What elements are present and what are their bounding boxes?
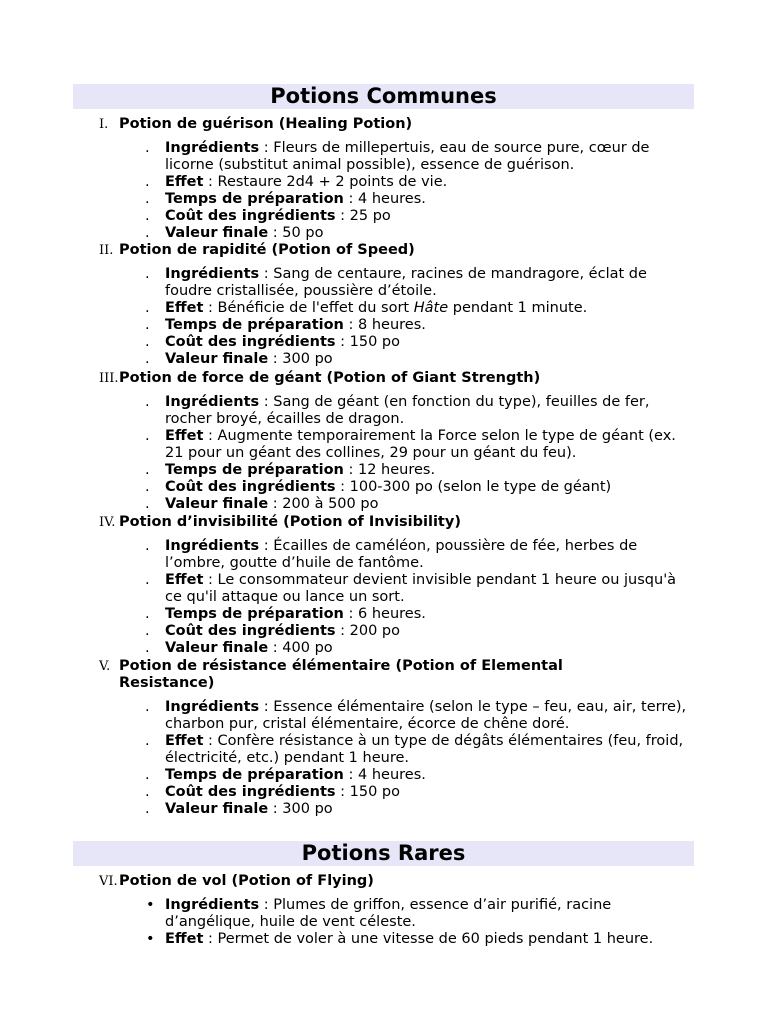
list-item: . Valeur finale : 400 po [145, 640, 333, 656]
property-list [0, 140, 768, 242]
potion-title [0, 658, 768, 692]
potion-title [0, 242, 768, 259]
bullet-icon: . [145, 733, 150, 749]
bullet-icon: . [145, 317, 150, 333]
bullet-icon: . [145, 174, 150, 190]
bullet-icon: • [146, 897, 155, 913]
bullet-icon: . [145, 140, 150, 156]
list-item: . Coût des ingrédients : 100-300 po (selon le type de géant) [145, 479, 612, 495]
property-list [0, 699, 768, 818]
bullet-icon: • [146, 931, 155, 947]
bullet-icon: . [145, 394, 150, 410]
list-item: . Temps de préparation : 4 heures. [145, 191, 426, 207]
potion-name: Potion de résistance élémentaire (Potion of Elemental Resistance) [119, 658, 563, 691]
list-item: . Ingrédients : Fleurs de millepertuis, eau de source pure, cœur de licorne (substitut animal possible), essence de guérison. [145, 140, 650, 173]
list-item: . Valeur finale : 200 à 500 po [145, 496, 379, 512]
property-list [0, 394, 768, 513]
potion-name: Potion de rapidité (Potion of Speed) [119, 242, 415, 258]
potion-name: Potion de guérison (Healing Potion) [119, 116, 413, 132]
bullet-icon: . [145, 784, 150, 800]
list-item: . Effet : Augmente temporairement la Force selon le type de géant (ex. 21 pour un géant des collines, 29 pour un géant du feu). [145, 428, 676, 461]
potion-name: Potion d’invisibilité (Potion of Invisibility) [119, 514, 461, 530]
bullet-icon: . [145, 479, 150, 495]
bullet-icon: . [145, 572, 150, 588]
list-item: . Ingrédients : Essence élémentaire (selon le type – feu, eau, air, terre), charbon pur, cristal élémentaire, écorce de chêne doré. [145, 699, 687, 732]
list-item: . Temps de préparation : 8 heures. [145, 317, 426, 333]
bullet-icon: . [145, 538, 150, 554]
bullet-icon: . [145, 300, 150, 316]
list-item: . Coût des ingrédients : 150 po [145, 784, 400, 800]
bullet-icon: . [145, 623, 150, 639]
potion-flying [0, 873, 768, 948]
roman-numeral: VI. [99, 874, 118, 889]
potion-title [0, 370, 768, 387]
list-item: . Valeur finale : 300 po [145, 351, 333, 367]
bullet-icon: . [145, 428, 150, 444]
roman-numeral: V. [99, 659, 111, 674]
list-item: . Valeur finale : 300 po [145, 801, 333, 817]
list-item: • Effet : Permet de voler à une vitesse de 60 pieds pendant 1 heure. [146, 931, 654, 947]
roman-numeral: II. [99, 243, 114, 258]
potion-elemental-resistance [0, 658, 768, 818]
list-item: . Temps de préparation : 4 heures. [145, 767, 426, 783]
list-item: . Effet : Restaure 2d4 + 2 points de vie. [145, 174, 448, 190]
list-item: . Ingrédients : Sang de centaure, racines de mandragore, éclat de foudre cristallisée, poussière d’étoile. [145, 266, 647, 299]
potion-name: Potion de force de géant (Potion of Giant Strength) [119, 370, 541, 386]
bullet-icon: . [145, 191, 150, 207]
list-item: . Effet : Le consommateur devient invisible pendant 1 heure ou jusqu'à ce qu'il attaque ou lance un sort. [145, 572, 677, 605]
property-list [0, 266, 768, 368]
bullet-icon: . [145, 801, 150, 817]
bullet-icon: . [145, 496, 150, 512]
property-list [0, 538, 768, 657]
list-item: . Effet : Confère résistance à un type de dégâts élémentaires (feu, froid, électricité, etc.) pendant 1 heure. [145, 733, 684, 766]
section-heading-rare: Potions Rares [73, 841, 694, 866]
potion-invisibility [0, 514, 768, 657]
list-item: . Coût des ingrédients : 25 po [145, 208, 391, 224]
roman-numeral: I. [99, 117, 109, 132]
list-item: . Ingrédients : Sang de géant (en fonction du type), feuilles de fer, rocher broyé, écailles de dragon. [145, 394, 650, 427]
bullet-icon: . [145, 351, 150, 367]
list-item: . Ingrédients : Écailles de caméléon, poussière de fée, herbes de l’ombre, goutte d’huile de fantôme. [145, 538, 638, 571]
list-item: • Ingrédients : Plumes de griffon, essence d’air purifié, racine d’angélique, huile de vent céleste. [146, 897, 612, 930]
list-item: . Valeur finale : 50 po [145, 225, 324, 241]
bullet-icon: . [145, 640, 150, 656]
list-item: . Temps de préparation : 12 heures. [145, 462, 436, 478]
potion-giant-strength [0, 370, 768, 513]
bullet-icon: . [145, 208, 150, 224]
list-item: . Effet : Bénéficie de l'effet du sort Hâte pendant 1 minute. [145, 300, 588, 316]
roman-numeral: IV. [99, 515, 116, 530]
list-item: . Coût des ingrédients : 200 po [145, 623, 400, 639]
potion-title [0, 873, 768, 890]
list-item: . Temps de préparation : 6 heures. [145, 606, 426, 622]
bullet-icon: . [145, 606, 150, 622]
bullet-icon: . [145, 699, 150, 715]
potion-title [0, 514, 768, 531]
bullet-icon: . [145, 225, 150, 241]
bullet-icon: . [145, 266, 150, 282]
potion-healing [0, 116, 768, 242]
property-list [0, 897, 768, 948]
bullet-icon: . [145, 767, 150, 783]
potion-title [0, 116, 768, 133]
bullet-icon: . [145, 462, 150, 478]
potion-name: Potion de vol (Potion of Flying) [119, 873, 374, 889]
potion-speed [0, 242, 768, 368]
list-item: . Coût des ingrédients : 150 po [145, 334, 400, 350]
roman-numeral: III. [99, 371, 119, 386]
bullet-icon: . [145, 334, 150, 350]
section-heading-common: Potions Communes [73, 84, 694, 109]
